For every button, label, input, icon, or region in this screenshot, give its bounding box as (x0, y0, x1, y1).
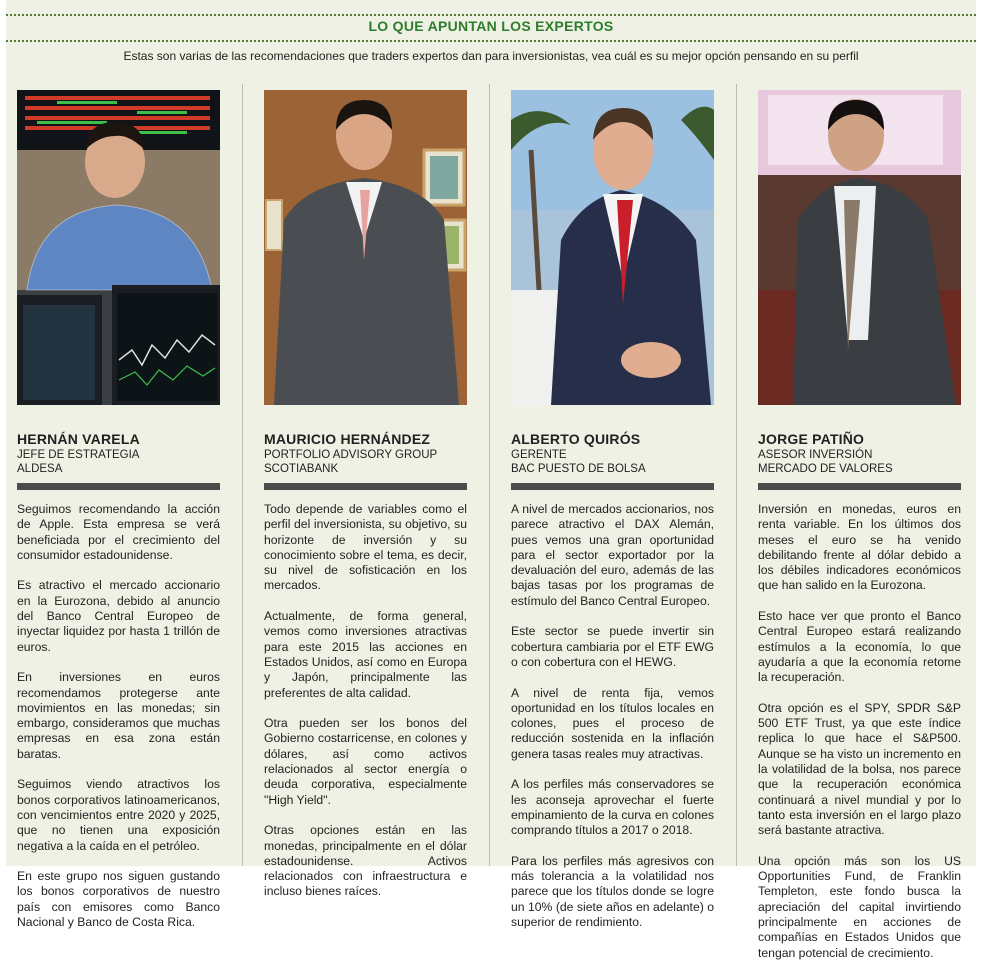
paragraph: Para los perfiles más agresivos con más tolerancia a la volatilidad nos parece que los títulos donde se logre un 10% (de siete años en adelante) o superior de rendimiento. (511, 853, 714, 930)
paragraph: A los perfiles más conservadores se les aconseja aprovechar el fuerte empinamiento de la curva en colones comprando títulos a 2017 o 2018. (511, 777, 714, 838)
expert-name: JORGE PATIÑO (758, 431, 865, 447)
expert-column-hernandez (264, 90, 467, 899)
expert-role (758, 448, 893, 476)
page-title: LO QUE APUNTAN LOS EXPERTOS (368, 18, 614, 34)
expert-text (264, 502, 467, 915)
expert-column-quiros (511, 90, 714, 930)
expert-photo-patino (758, 90, 961, 405)
paragraph: Otra opción es el SPY, SPDR S&P 500 ETF Trust, ya que este índice replica lo que hace el S&P500. Aunque se ha visto un incremento en la volatilidad de la bolsa, nos parece que la recuperación económica continuará a nivel mundial y por lo tanto esta inversión en el largo plazo será bastante atractiva. (758, 700, 961, 838)
paragraph: Una opción más son los US Opportunities Fund, de Franklin Templeton, este fondo busca la apreciación del capital invirtiendo principalmente en acciones de compañías en Estados Unidos que tengan potencial de crecimiento. (758, 853, 961, 960)
paragraph: En inversiones en euros recomendamos protegerse ante movimientos en las monedas; sin embargo, consideramos que muchas empresas en esa zona están baratas. (17, 670, 220, 761)
paragraph: A nivel de mercados accionarios, nos parece atractivo el DAX Alemán, pues vemos una gran oportunidad para el sector exportador por la devaluación del euro, además de las bajas tasas por los programas de estímulo del Banco Central Europeo. (511, 502, 714, 608)
section-rule (511, 483, 714, 490)
expert-name: MAURICIO HERNÁNDEZ (264, 431, 431, 447)
paragraph: En este grupo nos siguen gustando los bonos corporativos de nuestro país con emisores como Banco Nacional y Banco de Costa Rica. (17, 869, 220, 930)
expert-photo-hernandez (264, 90, 467, 405)
column-divider (242, 84, 243, 866)
expert-text (758, 502, 961, 976)
page-subtitle: Estas son varias de las recomendaciones que traders expertos dan para inversionistas, vea cuál es su mejor opción pensando en su perfil (123, 49, 859, 63)
column-divider (489, 84, 490, 866)
expert-company: MERCADO DE VALORES (758, 463, 893, 475)
paragraph: Seguimos recomendando la acción de Apple. Esta empresa se verá beneficiada por el crecimiento del consumidor estadounidense. (17, 502, 220, 562)
expert-company: SCOTIABANK (264, 463, 339, 475)
paragraph: A nivel de renta fija, vemos oportunidad en los títulos locales en colones, pues el proceso de reducción sostenida en la inflación genera tasas reales muy atractivas. (511, 685, 714, 761)
expert-role (17, 448, 139, 476)
expert-title: PORTFOLIO ADVISORY GROUP (264, 449, 438, 461)
section-rule (758, 483, 961, 490)
expert-name: HERNÁN VARELA (17, 431, 140, 447)
paragraph: Este sector se puede invertir sin cobertura cambiaria por el ETF EWG o con cobertura con el HEWG. (511, 624, 714, 669)
expert-title: JEFE DE ESTRATEGIA (17, 449, 140, 461)
expert-photo-varela (17, 90, 220, 405)
paragraph: Actualmente, de forma general, vemos como inversiones atractivas para este 2015 las acciones en Estados Unidos, así como en Europa y Japón, principalmente las preferentes de alta calidad. (264, 609, 467, 700)
expert-text (511, 502, 714, 946)
paragraph: Otra pueden ser los bonos del Gobierno costarricense, en colones y dólares, así como activos relacionados al sector energía o deuda corporativa, especialmente "High Yield". (264, 716, 467, 807)
column-divider (736, 84, 737, 866)
expert-text (17, 502, 220, 946)
expert-role (264, 448, 437, 476)
expert-column-patino (758, 90, 961, 960)
expert-photo-quiros (511, 90, 714, 405)
paragraph: Inversión en monedas, euros en renta variable. En los últimos dos meses el euro se ha venido debilitando frente al dólar debido a los débiles indicadores económicos que han salido en la Eurozona. (758, 502, 961, 593)
expert-column-varela (17, 90, 220, 930)
paragraph: Es atractivo el mercado accionario en la Eurozona, debido al anuncio del Banco Central Europeo de inyectar liquidez por hasta 1 trillón de euros. (17, 578, 220, 654)
expert-role (511, 448, 646, 476)
expert-title: ASESOR INVERSIÓN (758, 449, 873, 461)
expert-title: GERENTE (511, 449, 567, 461)
paragraph: Seguimos viendo atractivos los bonos corporativos latinoamericanos, con vencimientos entre 2020 y 2025, que no tienen una exposición negativa a la caída en el petróleo. (17, 777, 220, 853)
paragraph: Todo depende de variables como el perfil del inversionista, su objetivo, su horizonte de inversión y su conocimiento sobre el tema, es decir, su nivel de sofisticación en los mercados. (264, 502, 467, 593)
section-rule (264, 483, 467, 490)
expert-name: ALBERTO QUIRÓS (511, 431, 641, 447)
paragraph: Otras opciones están en las monedas, principalmente en el dólar estadounidense. Activos relacionados con infraestructura e incluso bienes raíces. (264, 823, 467, 899)
expert-company: BAC PUESTO DE BOLSA (511, 463, 646, 475)
paragraph: Esto hace ver que pronto el Banco Central Europeo estará realizando estímulos a la economía, lo que ayudaría a que la economía retome la recuperación. (758, 609, 961, 685)
newspaper-page (6, 0, 976, 960)
expert-company: ALDESA (17, 463, 63, 475)
section-rule (17, 483, 220, 490)
